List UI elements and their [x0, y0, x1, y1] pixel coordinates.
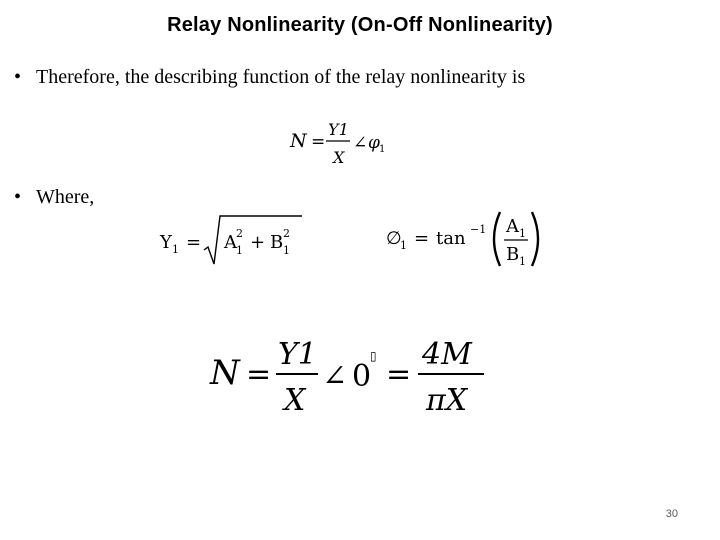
eq3-num-sub: 1	[519, 227, 526, 240]
bullet-where	[14, 186, 94, 209]
phi1-definition-equation	[384, 206, 546, 272]
eq3-lhs: ∅	[386, 228, 402, 249]
eq3-den-sub: 1	[519, 255, 526, 268]
bullet-text: Where,	[36, 186, 95, 208]
eq2-equals: =	[186, 232, 202, 253]
eq3-equals: =	[414, 228, 430, 249]
bullet-marker: •	[14, 186, 22, 208]
bullet-marker: •	[14, 66, 22, 88]
bullet-text: Therefore, the describing function of the relay nonlinearity is	[36, 66, 526, 88]
eq4-degree-mark: ▯	[370, 349, 377, 363]
eq2-a-sup: 2	[236, 227, 243, 240]
eq4-angle-symbol: ∠	[322, 359, 348, 394]
eq4-equals-2: =	[386, 357, 412, 392]
eq1-angle-symbol: ∠	[353, 133, 368, 153]
eq2-lhs-sub: 1	[172, 243, 179, 256]
eq1-lhs: N	[290, 130, 307, 152]
eq2-b: B	[270, 232, 284, 253]
eq2-b-sub: 1	[283, 244, 290, 257]
eq4-equals: =	[246, 357, 272, 392]
y1-definition-equation	[156, 210, 306, 268]
eq3-lhs-sub: 1	[400, 239, 407, 252]
eq1-phi-sub: 1	[379, 144, 386, 155]
eq3-right-paren	[532, 212, 538, 266]
eq2-a-sub: 1	[236, 244, 243, 257]
eq3-left-paren	[494, 212, 500, 266]
eq1-phi: φ	[368, 133, 380, 153]
eq4-denominator: X	[284, 383, 306, 418]
eq4-zero: 0	[352, 359, 372, 394]
eq4-numerator: Y1	[278, 337, 317, 372]
eq2-plus: +	[250, 232, 266, 253]
eq1-equals: =	[311, 132, 326, 152]
eq2-lhs: Y	[160, 232, 172, 253]
eq4-denominator-2: πX	[426, 383, 468, 418]
eq3-tan: tan	[436, 228, 466, 249]
eq3-denominator: B	[506, 244, 520, 265]
describing-function-equation	[284, 114, 394, 170]
eq1-numerator: Y1	[328, 120, 349, 139]
eq3-tan-sup: −1	[470, 223, 487, 236]
eq2-a: A	[224, 232, 237, 253]
eq3-numerator: A	[506, 216, 519, 237]
eq1-denominator: X	[333, 148, 345, 167]
page-number: 30	[665, 508, 678, 520]
eq4-lhs: N	[210, 353, 240, 393]
relay-describing-function-result	[206, 330, 490, 418]
eq2-b-sup: 2	[283, 227, 290, 240]
slide-title: Relay Nonlinearity (On-Off Nonlinearity)	[167, 14, 553, 36]
bullet-therefore	[14, 66, 525, 89]
eq4-numerator-2: 4M	[422, 337, 472, 372]
